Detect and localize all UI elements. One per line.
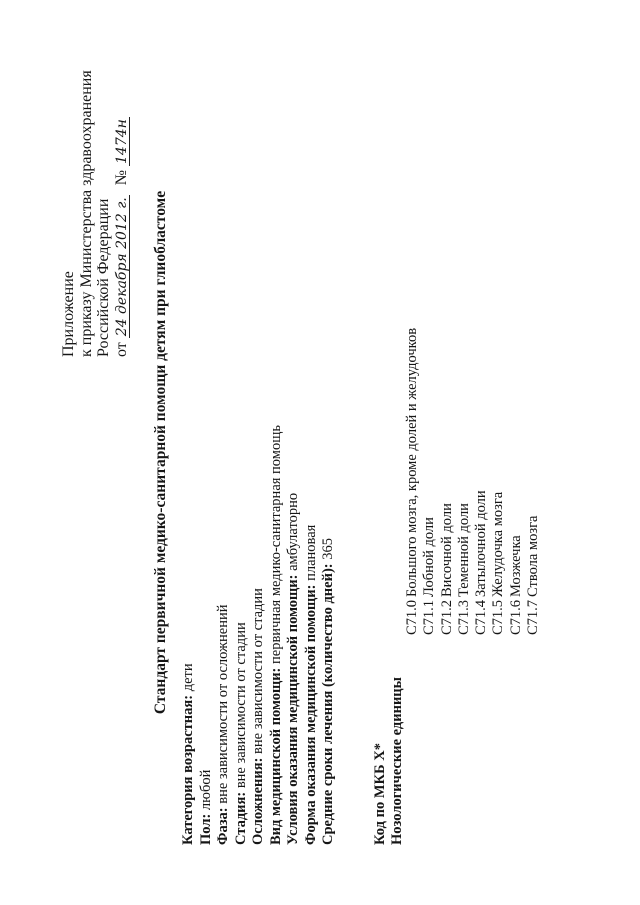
handwritten-number: 1474н (113, 119, 130, 164)
document-title: Стандарт первичной медико-санитарной помощи детям при глиобластоме (152, 190, 169, 715)
icd-code-row: C71.7Ствола мозга (525, 515, 542, 635)
appendix-federation-line: Российской Федерации (95, 198, 112, 357)
icd-code-heading: Код по МКБ X* (371, 743, 388, 845)
date-prefix: от (112, 342, 130, 357)
param-care-form: Форма оказания медицинской помощи: плановая (302, 524, 319, 845)
appendix-block (60, 70, 130, 357)
appendix-date-line (113, 70, 131, 357)
icd-code-row: C71.6Мозжечка (507, 535, 524, 635)
standard-parameters (180, 425, 407, 845)
icd-code-row: C71.1Лобной доли (421, 517, 438, 635)
appendix-title: Приложение (60, 271, 77, 357)
appendix-order-line: к приказу Министерства здравоохранения (77, 70, 95, 357)
icd-code-row: C71.3Теменной доли (455, 503, 472, 635)
handwritten-date: 24 декабря 2012 г. (113, 197, 130, 337)
param-stage: Стадия: вне зависимости от стадии (232, 622, 249, 845)
icd-code-row: C71.5Желудочка мозга (490, 491, 507, 635)
param-phase: Фаза: вне зависимости от осложнений (215, 604, 231, 845)
param-treatment-duration: Средние сроки лечения (количество дней): 365 (320, 538, 336, 845)
param-complications: Осложнения: вне зависимости от стадии (250, 588, 266, 845)
param-care-conditions: Условия оказания медицинской помощи: амбулаторно (285, 492, 301, 845)
icd-code-row: C71.2Височной доли (438, 503, 455, 635)
param-sex: Пол: любой (197, 769, 214, 845)
icd-code-row: C71.0Большого мозга, кроме долей и желудочков (404, 327, 420, 635)
icd-code-list (404, 328, 542, 635)
number-prefix: № (112, 169, 130, 186)
param-age-category: Категория возрастная: дети (180, 663, 196, 845)
param-care-type: Вид медицинской помощи: первичная медико-санитарная помощь (267, 425, 284, 845)
icd-code-row: C71.4Затылочной доли (473, 490, 490, 635)
nosological-units-heading: Нозологические единицы (389, 677, 405, 845)
